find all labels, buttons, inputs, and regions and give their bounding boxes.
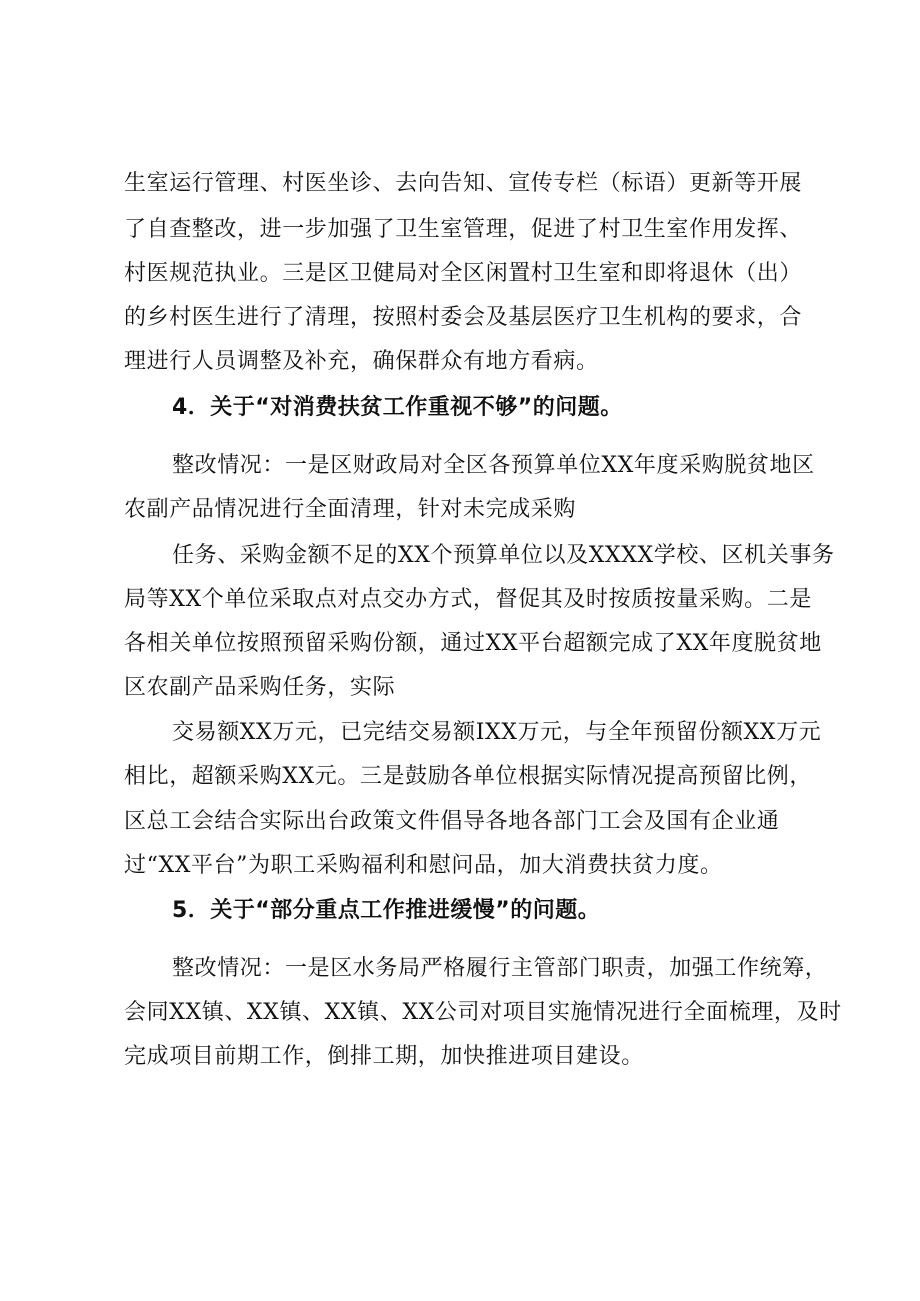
- body-text-line: 的乡村医生进行了清理，按照村委会及基层医疗卫生机构的要求，合: [124, 305, 803, 330]
- body-text-line: 整改情况：一是区水务局严格履行主管部门职责，加强工作统筹，: [172, 956, 828, 981]
- body-text-line: 会同XX镇、XX镇、XX镇、XX公司对项目实施情况进行全面梳理，及时: [124, 1000, 842, 1025]
- section-heading-5: 5．关于“部分重点工作推进缓慢”的问题。: [172, 898, 601, 923]
- body-text-line: 区总工会结合实际出台政策文件倡导各地各部门工会及国有企业通: [124, 809, 780, 834]
- body-text-line: 生室运行管理、村医坐诊、去向告知、宣传专栏（标语）更新等开展: [124, 171, 803, 196]
- body-text-line: 农副产品情况进行全面清理，针对未完成采购: [124, 497, 577, 522]
- body-text-line: 相比，超额采购XX元。三是鼓励各单位根据实际情况提高预留比例，: [124, 764, 812, 789]
- body-text-line: 各相关单位按照预留采购份额，通过XX平台超额完成了XX年度脱贫地: [124, 631, 822, 656]
- body-text-line: 完成项目前期工作，倒排工期，加快推进项目建设。: [124, 1044, 644, 1069]
- body-text-line: 任务、采购金额不足的XX个预算单位以及XXXX学校、区机关事务: [172, 543, 835, 568]
- body-text-line: 整改情况：一是区财政局对全区各预算单位XX年度采购脱贫地区: [172, 453, 815, 478]
- section-heading-4: 4．关于“对消费扶贫工作重视不够”的问题。: [172, 395, 623, 420]
- body-text-line: 交易额XX万元，已完结交易额IXX万元，与全年预留份额XX万元: [172, 720, 822, 745]
- body-text-line: 过“XX平台”为职工采购福利和慰问品，加大消费扶贫力度。: [124, 853, 723, 878]
- body-text-line: 区农副产品采购任务，实际: [124, 675, 396, 700]
- body-text-line: 局等XX个单位采取点对点交办方式，督促其及时按质按量采购。二是: [124, 587, 812, 612]
- body-text-line: 了自查整改，进一步加强了卫生室管理，促进了村卫生室作用发挥、: [124, 217, 803, 242]
- body-text-line: 村医规范执业。三是区卫健局对全区闲置村卫生室和即将退休（出）: [124, 261, 803, 286]
- body-text-line: 理进行人员调整及补充，确保群众有地方看病。: [124, 349, 599, 374]
